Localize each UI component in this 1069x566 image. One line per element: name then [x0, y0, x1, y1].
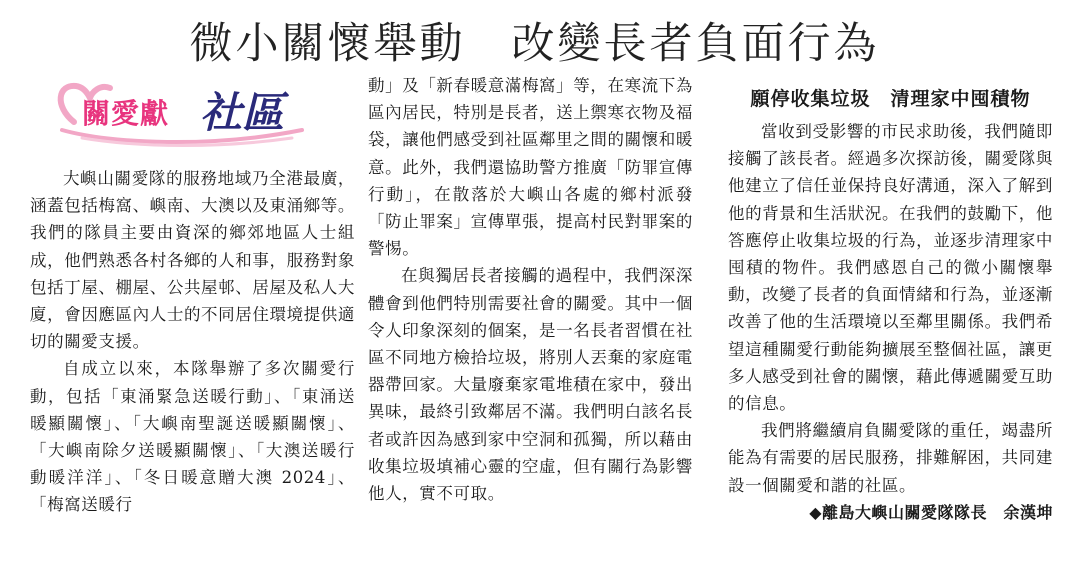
paragraph: 當收到受影響的市民求助後，我們隨即接觸了該長者。經過多次探訪後，關愛隊與他建立了信任並保持良好溝通，深入了解到他的背景和生活狀況。在我們的鼓勵下，他答應停止收集垃圾的行為，並逐步清理家中囤積的物件。我們感恩自己的微小關懷舉動，改變了長者的負面情緒和行為，並逐漸改善了他的生活環境以至鄰里關係。我們希望這種關愛行動能夠擴展至整個社區，讓更多人感受到社會的關懷，藉此傳遞關愛互助的信息。 [728, 122, 1053, 414]
paragraph: 我們將繼續肩負關愛隊的重任，竭盡所能為有需要的居民服務，排難解困，共同建設一個關愛和諧的社區。 [728, 421, 1053, 495]
article-headline: 微小關懷舉動 改變長者負面行為 [189, 19, 880, 69]
section-subheading: 願停收集垃圾 清理家中囤積物 [750, 88, 1031, 110]
paragraph: 大嶼山關愛隊的服務地域乃全港最廣，涵蓋包括梅窩、嶼南、大澳以及東涌鄉等。我們的隊員主要由資深的鄉郊地區人士組成，他們熟悉各村各鄉的人和事，服務對象包括丁屋、棚屋、公共屋邨、居屋及私人大廈，會因應區內人士的不同居住環境提供適切的關愛支援。 [30, 169, 355, 352]
paragraph: 在與獨居長者接觸的過程中，我們深深體會到他們特別需要社會的關愛。其中一個令人印象深刻的個案，是一名長者習慣在社區不同地方檢拾垃圾，將別人丟棄的家庭電器帶回家。大量廢棄家電堆積在家中，發出異味，最終引致鄰居不滿。我們明白該名長者或許因為感到家中空洞和孤獨，所以藉由收集垃圾填補心靈的空虛，但有關行為影響他人，實不可取。 [368, 266, 693, 504]
column-3 [728, 118, 1053, 526]
column-1 [30, 165, 355, 519]
paragraph-continuation: 動」及「新春暖意滿梅窩」等，在寒流下為區內居民，特別是長者，送上禦寒衣物及福袋，讓他們感受到社區鄰里之間的關懷和暖意。此外，我們還協助警方推廣「防罪宣傳行動」，在散落於大嶼山各處的鄉村派發「防止罪案」宣傳單張，提高村民對罪案的警惕。 [368, 76, 693, 259]
author-byline: ◆離島大嶼山關愛隊隊長 余漢坤 [809, 502, 1053, 522]
logo-text-navy: 社區 [200, 88, 285, 137]
column-2 [368, 72, 693, 507]
paragraph: 自成立以來，本隊舉辦了多次關愛行動，包括「東涌緊急送暖行動」、「東涌送暖顯關懷」、「大嶼南聖誕送暖顯關懷」、「大嶼南除夕送暖顯關懷」、「大澳送暖行動暖洋洋」、「冬日暖意贈大澳 2024」、「梅窩送暖行 [30, 359, 355, 515]
logo-text-pink: 關愛獻 [82, 97, 170, 130]
column-logo [52, 78, 310, 152]
